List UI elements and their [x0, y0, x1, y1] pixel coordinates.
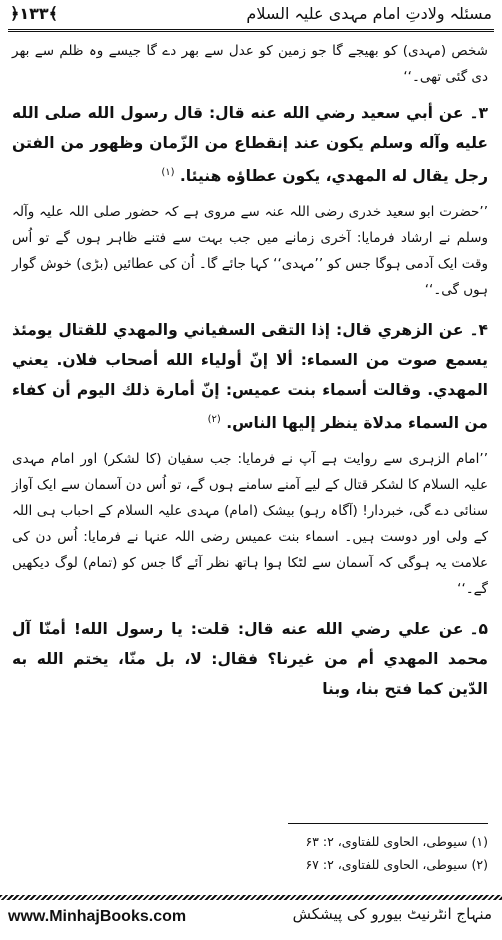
footnote-text: سیوطی، الحاوی للفتاوی، ۲: ۶۳ — [305, 834, 468, 849]
hadith-3-arabic — [12, 98, 488, 191]
page-body — [12, 38, 488, 704]
hadith-number: ۵۔ — [469, 620, 488, 639]
publisher-credit: منہاج انٹرنیٹ بیورو کی پیشکش — [292, 905, 492, 923]
footnote-item — [14, 830, 488, 853]
footnote-ref[interactable]: (١) — [161, 167, 175, 178]
hadith-number: ۴۔ — [469, 321, 488, 340]
hadith-4-arabic — [12, 315, 488, 438]
hadith-5-arabic — [12, 614, 488, 704]
hadith-arabic-text: عن أبي سعيد رضي الله عنه قال: قال رسول الله صلى الله عليه وآله وسلم يكون عند إنقطاع من الزّمان وظهور من الفتن رجل يقال له المهدي، يكون عطاؤه هنيئا. — [12, 104, 488, 186]
footnote-item — [14, 853, 488, 876]
hadith-number: ۳۔ — [469, 104, 488, 122]
footnote-divider — [288, 823, 488, 824]
hadith-4-translation: ’’امام الزہری سے روایت ہے آپ نے فرمایا: جب سفیان (کا لشکر) اور امام مہدی علیہ السلام کا لشکر قتال کے لیے آمنے سامنے ہوں گے، تو اُس دن آسمان سے ایک آواز سنائی دے گی، خبردار! (آگاہ رہو) بیشک (امام) مہدی علیہ السلام کے احباب ہی اللہ کے ولی اور دوست ہیں۔ اسماء بنت عمیس رضی اللہ عنہا نے فرمایا: اُس دن کی علامت یہ ہوگی کہ آسمان سے لٹکا ہوا ہاتھ نظر آئے گا جس کو (تمام) لوگ دیکھیں گے۔‘‘ — [12, 451, 488, 598]
website-link[interactable]: www.MinhajBooks.com — [8, 908, 187, 925]
page-number: ﴿۱۳۳﴾ — [10, 4, 59, 23]
footnote-ref[interactable]: (٢) — [207, 414, 221, 426]
intro-urdu-text: شخص (مہدی) کو بھیجے گا جو زمین کو عدل سے بھر دے گا جیسے وہ ظلم سے بھر دی گئی تھی۔‘‘ — [12, 43, 488, 85]
header-divider — [8, 29, 494, 32]
footnote-text: سیوطی، الحاوی للفتاوی، ۲: ۶۷ — [305, 857, 468, 872]
hadith-3-translation: ’’حضرت ابو سعید خدری رضی اللہ عنہ سے مروی ہے کہ حضور صلی اللہ علیہ وآلہ وسلم نے ارشاد فرمایا: آخری زمانے میں جب بہت سے فتنے ظاہر ہوں گے تو اُس وقت ایک آدمی ہوگا جس کو ’’مہدی‘‘ کہا جائے گا۔ اُن کی عطائیں (بڑی) خوش گوار ہوں گی۔‘‘ — [12, 204, 488, 299]
hadith-arabic-text: عن علي رضي الله عنه قال: قلت: يا رسول الله! أمنّا آل محمد المهدي أم من غيرنا؟ فقال: لا، بل منّا، يختم الله به الدّين كما فتح بنا، وبنا — [12, 620, 488, 699]
footer-divider — [0, 895, 502, 900]
hadith-arabic-text: عن الزهري قال: إذا التقى السفياني والمهدي للقتال يومئذ يسمع صوت من السماء: ألا إنّ أولياء الله أصحاب فلان. يعني المهدي. وقالت أسماء بنت عميس: إنّ أمارة ذلك اليوم أن كفاء من السماء مدلاة ينظر إليها الناس. — [12, 321, 488, 433]
footnote-mark: (١) — [471, 834, 488, 849]
footnotes — [14, 830, 488, 876]
running-title: مسئلہ ولادتِ امام مہدی علیہ السلام — [246, 4, 492, 23]
footnote-mark: (٢) — [471, 857, 488, 872]
page-header — [0, 0, 502, 34]
